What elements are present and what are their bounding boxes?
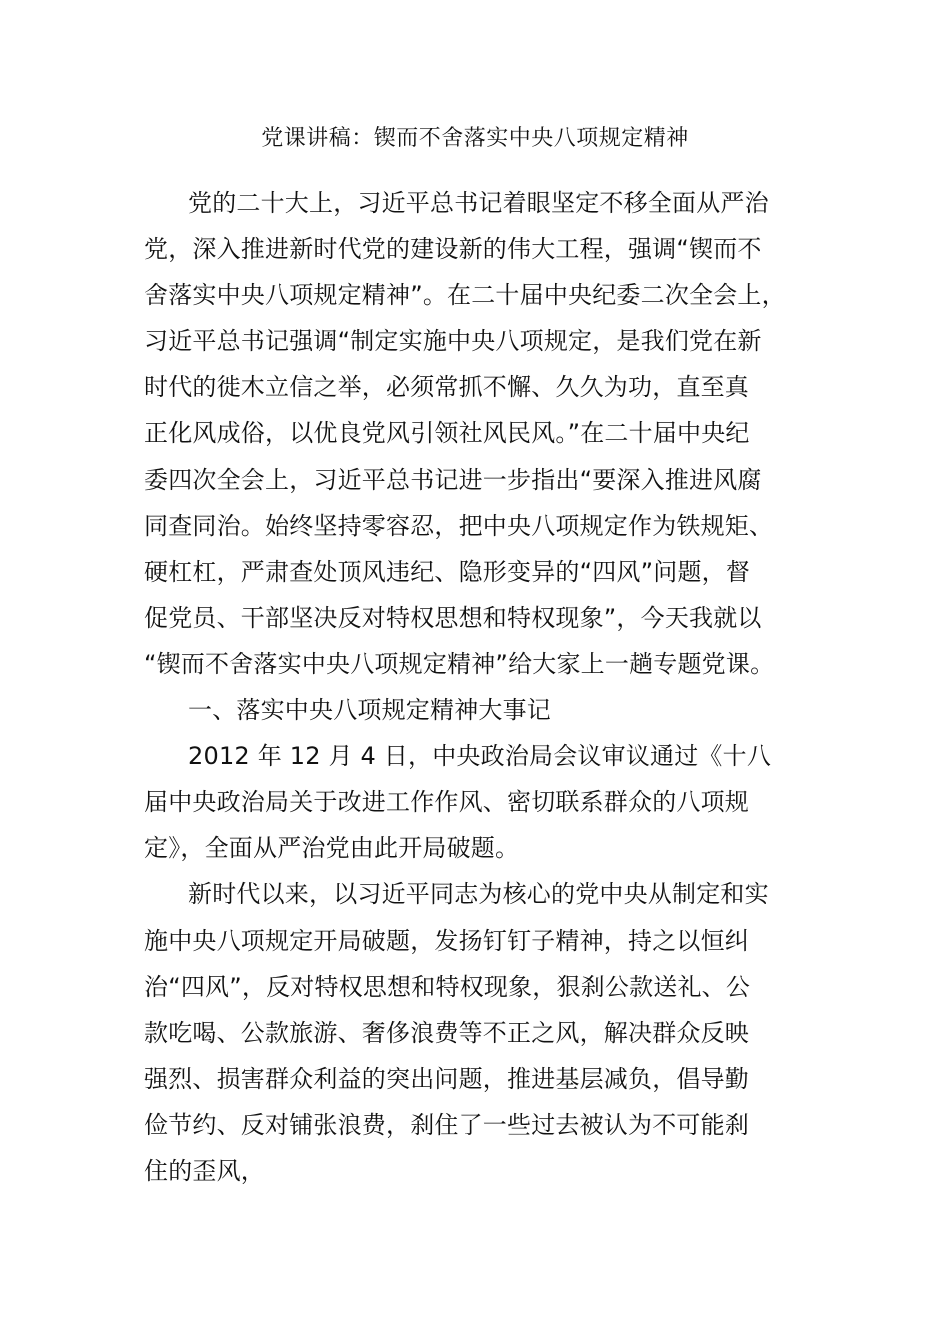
document-title: 党课讲稿：锲而不舍落实中央八项规定精神 bbox=[261, 126, 689, 151]
paragraph-line: 舍落实中央八项规定精神”。在二十届中央纪委二次全会上， bbox=[144, 281, 786, 310]
paragraph-line: 届中央政治局关于改进工作作风、密切联系群众的八项规 bbox=[144, 788, 749, 817]
paragraph-line: 住的歪风， bbox=[144, 1156, 265, 1185]
paragraph-line: 习近平总书记强调“制定实施中央八项规定，是我们党在新 bbox=[144, 327, 762, 356]
paragraph-line: 俭节约、反对铺张浪费，刹住了一些过去被认为不可能刹 bbox=[144, 1110, 749, 1139]
paragraph-line: 施中央八项规定开局破题，发扬钉钉子精神，持之以恒纠 bbox=[144, 926, 749, 955]
paragraph-line: 时代的徙木立信之举，必须常抓不懈、久久为功，直至真 bbox=[144, 373, 749, 402]
paragraph-line: 强烈、损害群众利益的突出问题，推进基层减负，倡导勤 bbox=[144, 1064, 749, 1093]
section-heading: 一、落实中央八项规定精神大事记 bbox=[188, 696, 551, 725]
paragraph-line: 新时代以来，以习近平同志为核心的党中央从制定和实 bbox=[188, 880, 769, 909]
paragraph-line: 定》，全面从严治党由此开局破题。 bbox=[144, 834, 520, 863]
paragraph-line: 委四次全会上，习近平总书记进一步指出“要深入推进风腐 bbox=[144, 465, 762, 494]
paragraph-line: 促党员、干部坚决反对特权思想和特权现象”，今天我就以 bbox=[144, 603, 762, 632]
paragraph-line: 硬杠杠，严肃查处顶风违纪、隐形变异的“四风”问题，督 bbox=[144, 557, 751, 586]
paragraph-line: 同查同治。始终坚持零容忍，把中央八项规定作为铁规矩、 bbox=[144, 511, 774, 540]
paragraph-line: “锲而不舍落实中央八项规定精神”给大家上一趟专题党课。 bbox=[144, 649, 775, 678]
paragraph-line: 党的二十大上，习近平总书记着眼坚定不移全面从严治 bbox=[188, 189, 769, 217]
paragraph-line: 党，深入推进新时代党的建设新的伟大工程，强调“锲而不 bbox=[144, 235, 762, 264]
document-body bbox=[144, 180, 824, 1194]
paragraph-line: 治“四风”，反对特权思想和特权现象，狠刹公款送礼、公 bbox=[144, 972, 751, 1001]
paragraph-line: 2012 年 12 月 4 日，中央政治局会议审议通过《十八 bbox=[188, 742, 772, 771]
paragraph-line: 正化风成俗，以优良党风引领社风民风。”在二十届中央纪 bbox=[144, 419, 750, 448]
paragraph-line: 款吃喝、公款旅游、奢侈浪费等不正之风，解决群众反映 bbox=[144, 1018, 749, 1047]
